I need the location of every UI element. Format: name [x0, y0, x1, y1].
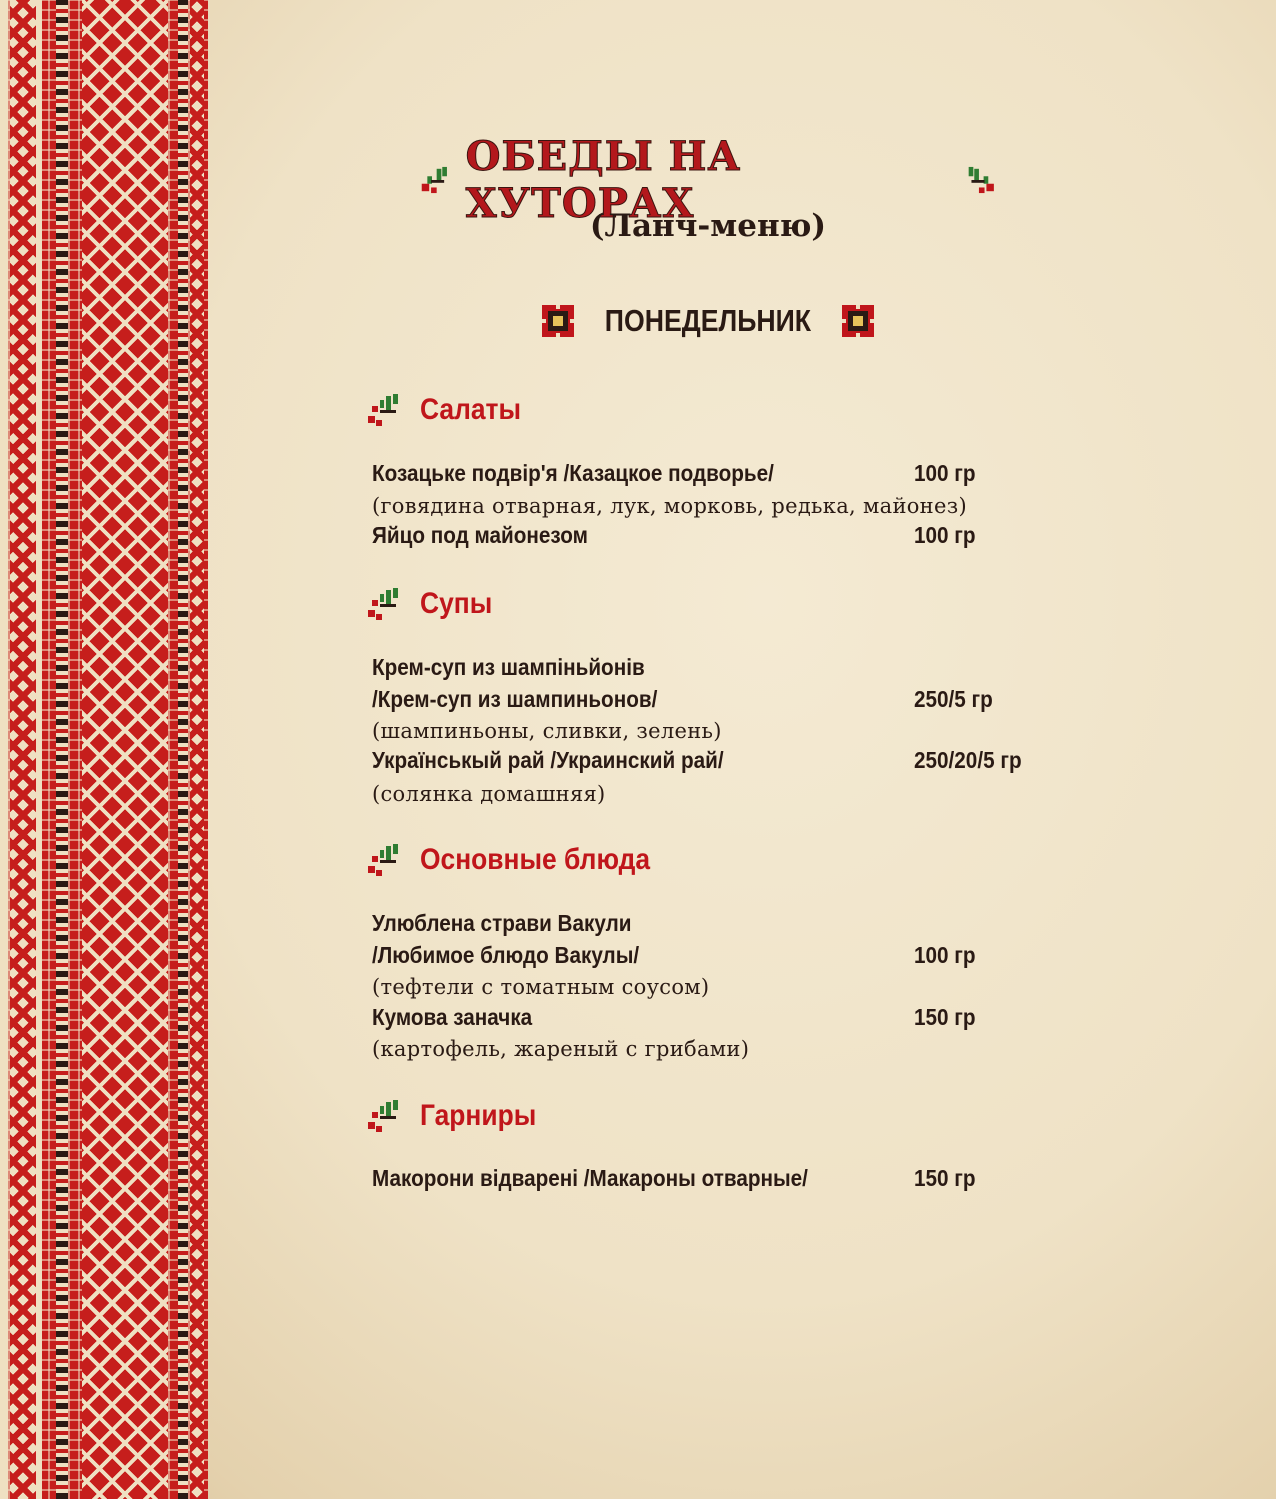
menu-item-description: (картофель, жареный с грибами)	[372, 1037, 750, 1061]
section-sides-heading	[366, 1096, 552, 1136]
menu-item-name: Кумова заначка	[372, 1004, 533, 1030]
menu-item-name: Яйцо под майонезом	[372, 522, 588, 548]
section-salads-heading	[366, 390, 535, 430]
menu-item-price: 100 гр	[914, 942, 976, 968]
menu-title: ОБЕДЫ НА ХУТОРАХ	[465, 133, 742, 227]
section-title: Салаты	[420, 393, 522, 426]
menu-item-price: 150 гр	[914, 1165, 976, 1191]
section-mains-heading	[366, 840, 681, 880]
day-heading: ПОНЕДЕЛЬНИК	[604, 303, 812, 338]
day-heading-row	[418, 296, 998, 346]
menu-subtitle: (Ланч-меню)	[589, 208, 827, 244]
menu-item-name: Козацьке подвір'я /Казацкое подворье/	[372, 460, 774, 486]
berry-leaf-icon	[366, 586, 402, 622]
ornament-square-icon	[540, 303, 576, 339]
berry-leaf-icon	[366, 1098, 402, 1134]
menu-item-price: 150 гр	[914, 1004, 976, 1030]
menu-item-price: 250/20/5 гр	[914, 747, 1022, 773]
menu-item-price: 100 гр	[914, 460, 976, 486]
section-soups-heading	[366, 584, 502, 624]
menu-item-name: Крем-суп из шампіньйонів	[372, 654, 645, 680]
menu-item-name: Улюблена страви Вакули	[372, 910, 632, 936]
section-title: Супы	[420, 587, 493, 620]
ornament-square-icon	[840, 303, 876, 339]
section-title: Гарниры	[420, 1099, 537, 1132]
berry-leaf-icon	[964, 162, 998, 198]
menu-item-price: 250/5 гр	[914, 686, 993, 712]
menu-item-name: Українськый рай /Украинский рай/	[372, 747, 724, 773]
menu-item-name: /Любимое блюдо Вакулы/	[372, 942, 640, 968]
embroidery-border	[0, 0, 208, 1499]
section-title: Основные блюда	[420, 843, 651, 876]
menu-item-description: (солянка домашняя)	[372, 782, 606, 806]
berry-leaf-icon	[418, 162, 452, 198]
menu-item-price: 100 гр	[914, 522, 976, 548]
berry-leaf-icon	[366, 842, 402, 878]
menu-item-name: Макорони відварені /Макароны отварные/	[372, 1165, 808, 1191]
berry-leaf-icon	[366, 392, 402, 428]
menu-item-description: (шампиньоны, сливки, зелень)	[372, 719, 722, 743]
menu-item-description: (говядина отварная, лук, морковь, редька, майонез)	[372, 494, 967, 518]
menu-item-description: (тефтели с томатным соусом)	[372, 975, 710, 999]
menu-item-name: /Крем-суп из шампиньонов/	[372, 686, 658, 712]
